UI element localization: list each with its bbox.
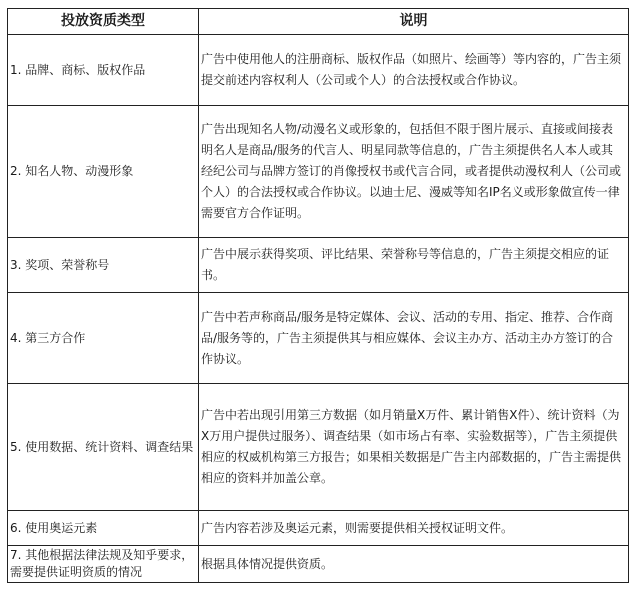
table-row (8, 293, 629, 384)
description-cell: 根据具体情况提供资质。 (199, 546, 629, 583)
description-cell: 广告出现知名人物/动漫名义或形象的，包括但不限于图片展示、直接或间接表明名人是商品/服务的代言人、明星同款等信息的，广告主须提供名人本人或其经纪公司与品牌方签订的肖像授权书或代言合同，或者提供动漫权利人（公司或个人）的合法授权或合作协议。以迪士尼、漫威等知名IP名义或形象做宣传一律需要官方合作证明。 (199, 106, 629, 238)
qualification-table (7, 8, 629, 583)
qualification-type-cell: 3. 奖项、荣誉称号 (8, 238, 199, 293)
qualification-type-cell: 1. 品牌、商标、版权作品 (8, 35, 199, 106)
table-row (8, 546, 629, 583)
qualification-type-cell: 4. 第三方合作 (8, 293, 199, 384)
description-cell: 广告中若声称商品/服务是特定媒体、会议、活动的专用、指定、推荐、合作商品/服务等的，广告主须提供其与相应媒体、会议主办方、活动主办方签订的合作协议。 (199, 293, 629, 384)
table-row (8, 106, 629, 238)
header-description: 说明 (199, 9, 629, 35)
table-row (8, 238, 629, 293)
qualification-type-cell: 5. 使用数据、统计资料、调查结果 (8, 384, 199, 511)
description-cell: 广告中若出现引用第三方数据（如月销量X万件、累计销售X件）、统计资料（为X万用户提供过服务）、调查结果（如市场占有率、实验数据等），广告主须提供相应的权威机构第三方报告；如果相关数据是广告主内部数据的，广告主需提供相应的资料并加盖公章。 (199, 384, 629, 511)
table-row (8, 35, 629, 106)
table-row (8, 511, 629, 546)
qualification-type-cell: 7. 其他根据法律法规及知乎要求，需要提供证明资质的情况 (8, 546, 199, 583)
description-cell: 广告中展示获得奖项、评比结果、荣誉称号等信息的，广告主须提交相应的证书。 (199, 238, 629, 293)
table-row (8, 384, 629, 511)
description-cell: 广告内容若涉及奥运元素，则需要提供相关授权证明文件。 (199, 511, 629, 546)
description-cell: 广告中使用他人的注册商标、版权作品（如照片、绘画等）等内容的，广告主须提交前述内容权利人（公司或个人）的合法授权或合作协议。 (199, 35, 629, 106)
qualification-type-cell: 6. 使用奥运元素 (8, 511, 199, 546)
qualification-type-cell: 2. 知名人物、动漫形象 (8, 106, 199, 238)
table-header-row (8, 9, 629, 35)
header-qualification-type: 投放资质类型 (8, 9, 199, 35)
